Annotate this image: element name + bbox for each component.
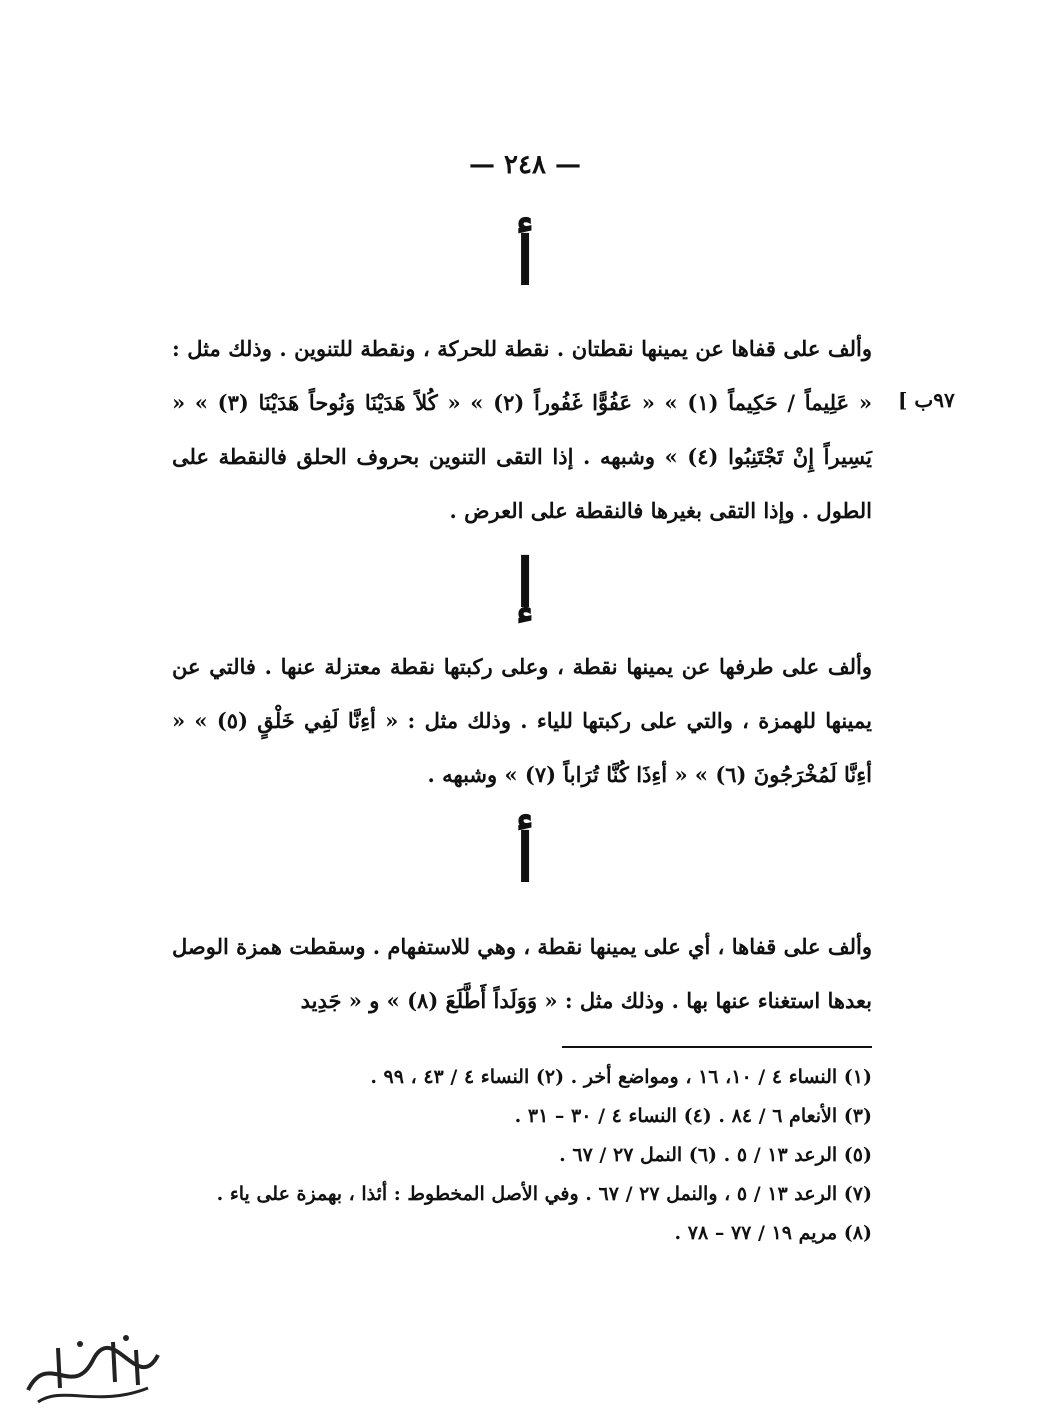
page-number: — ٢٤٨ — xyxy=(468,150,582,180)
section-2-paragraph: وألف على طرفها عن يمينها نقطة ، وعلى ركبتها نقطة معتزلة عنها . فالتي عن يمينها للهمزة ، والتي على ركبتها للياء . وذلك مثل : « أءِنَّا لَفِي خَلْقٍ (٥) » « أءِنَّا لَمُخْرَجُونَ (٦) » « أءِذَا كُنَّا تُرَاباً (٧) » وشبهه . xyxy=(172,654,873,787)
calligraphy-seal-logo xyxy=(18,1330,168,1412)
footnote-line: (٧) الرعد ١٣ / ٥ ، والنمل ٢٧ / ٦٧ . وفي الأصل المخطوط : أئذا ، بهمزة على ياء . xyxy=(216,1183,872,1205)
section-3-paragraph: وألف على قفاها ، أي على يمينها نقطة ، وهي للاستفهام . وسقطت همزة الوصل بعدها استغناء عنها بها . وذلك مثل : « وَوَلَداً أَطَّلَعَ (٨) » و « جَدِيد xyxy=(172,934,872,1013)
footnote-line: (١) النساء ٤ / ١٠، ١٦ ، ومواضع أخر . (٢) النساء ٤ / ٤٣ ، ٩٩ . xyxy=(370,1066,872,1088)
footnote-line: (٣) الأنعام ٦ / ٨٤ . (٤) النساء ٤ / ٣٠ – ٣١ . xyxy=(514,1105,872,1127)
section-2-glyph: إ xyxy=(515,544,535,622)
footnote-rule xyxy=(562,1046,872,1048)
margin-note: ٩٧ب ] xyxy=(898,388,955,412)
section-1-paragraph: وألف على قفاها عن يمينها نقطتان . نقطة للحركة ، ونقطة للتنوين . وذلك مثل : « عَلِيماً / حَكِيماً (١) » « عَفُوًّا غَفُوراً (٢) » « كُلاً هَدَيْنَا وَنُوحاً هَدَيْنَا (٣) » « يَسِيراً إِنْ تَجْتَنِبُوا (٤) » وشبهه . إذا التقى التنوين بحروف الحلق فالنقطة على الطول . وإذا التقى بغيرها فالنقطة على العرض . xyxy=(172,336,872,523)
footnotes xyxy=(172,1058,872,1253)
section-3-glyph: أ xyxy=(515,819,535,897)
footnote-line: (٥) الرعد ١٣ / ٥ . (٦) النمل ٢٧ / ٦٧ . xyxy=(559,1144,872,1166)
section-1-glyph: أ xyxy=(515,222,535,300)
footnote-line: (٨) مريم ١٩ / ٧٧ – ٧٨ . xyxy=(674,1222,872,1244)
